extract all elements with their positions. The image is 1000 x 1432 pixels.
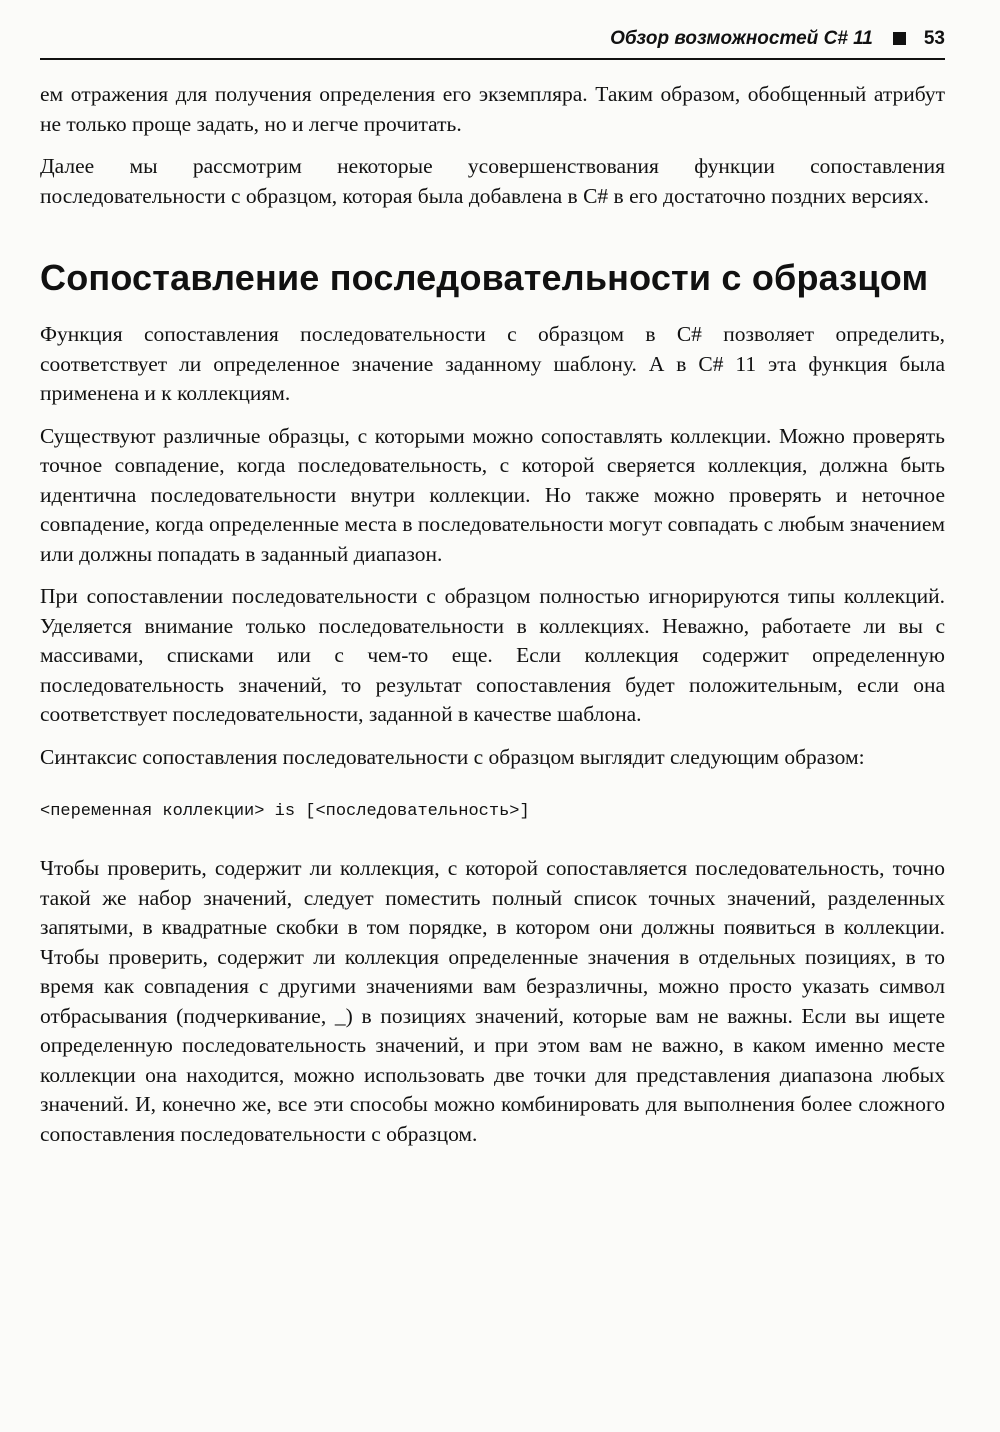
paragraph-4: Существуют различные образцы, с которыми можно сопоставлять коллекции. Можно проверять точное совпадение, когда последовательность, с которой сверяется коллекция, должна быть идентична последовательности внутри коллекции. Но также можно проверять и неточное совпадение, когда определенные места в последовательности могут совпадать с любым значением или должны попадать в заданный диапазон. xyxy=(40,423,945,566)
paragraph-2: Далее мы рассмотрим некоторые усовершенствования функции сопоставления последовательности с образцом, которая была добавлена в C# в его достаточно поздних версиях. xyxy=(40,154,945,208)
page-body xyxy=(40,80,945,1162)
paragraph-3: Функция сопоставления последовательности с образцом в C# позволяет определить, соответствует ли определенное значение заданному шаблону. А в C# 11 эта функция была применена и к коллекциям. xyxy=(40,322,945,405)
paragraph-5: При сопоставлении последовательности с образцом полностью игнорируются типы коллекций. Уделяется внимание только последовательности в коллекциях. Неважно, работаете ли вы с массивами, списками или с чем-то еще. Если коллекция содержит определенную последовательность значений, то результат сопоставления будет положительным, если она соответствует последовательности, заданной в качестве шаблона. xyxy=(40,584,945,726)
paragraph-6: Синтаксис сопоставления последовательности с образцом выглядит следующим образом: xyxy=(40,744,865,769)
page-number: 53 xyxy=(923,28,945,49)
section-title: Сопоставление последовательности с образцом xyxy=(40,257,929,298)
paragraph-7: Чтобы проверить, содержит ли коллекция, с которой сопоставляется последовательность, точно такой же набор значений, следует поместить полный список точных значений, разделенных запятыми, в квадратные скобки в том порядке, в котором они должны появиться в коллекции. Чтобы проверить, содержит ли коллекция определенные значения в отдельных позициях, в то время как совпадения с другими значениями вам безразличны, можно просто указать символ отбрасывания (подчеркивание, _) в позициях значений, которые вам не важны. Если вы ищете определенную последовательность значений, и при этом вам не важно, в каком именно месте коллекции она находится, можно использовать две точки для представления диапазона любых значений. И, конечно же, все эти способы можно комбинировать для выполнения более сложного сопоставления последовательности с образцом. xyxy=(40,856,945,1146)
running-header xyxy=(40,24,945,60)
header-square-marker xyxy=(893,32,906,45)
paragraph-1: ем отражения для получения определения его экземпляра. Таким образом, обобщенный атрибут не только проще задать, но и легче прочитать. xyxy=(40,82,945,136)
code-syntax-line: <переменная коллекции> is [<последовательность>] xyxy=(40,802,530,821)
running-title: Обзор возможностей C# 11 xyxy=(610,28,873,49)
